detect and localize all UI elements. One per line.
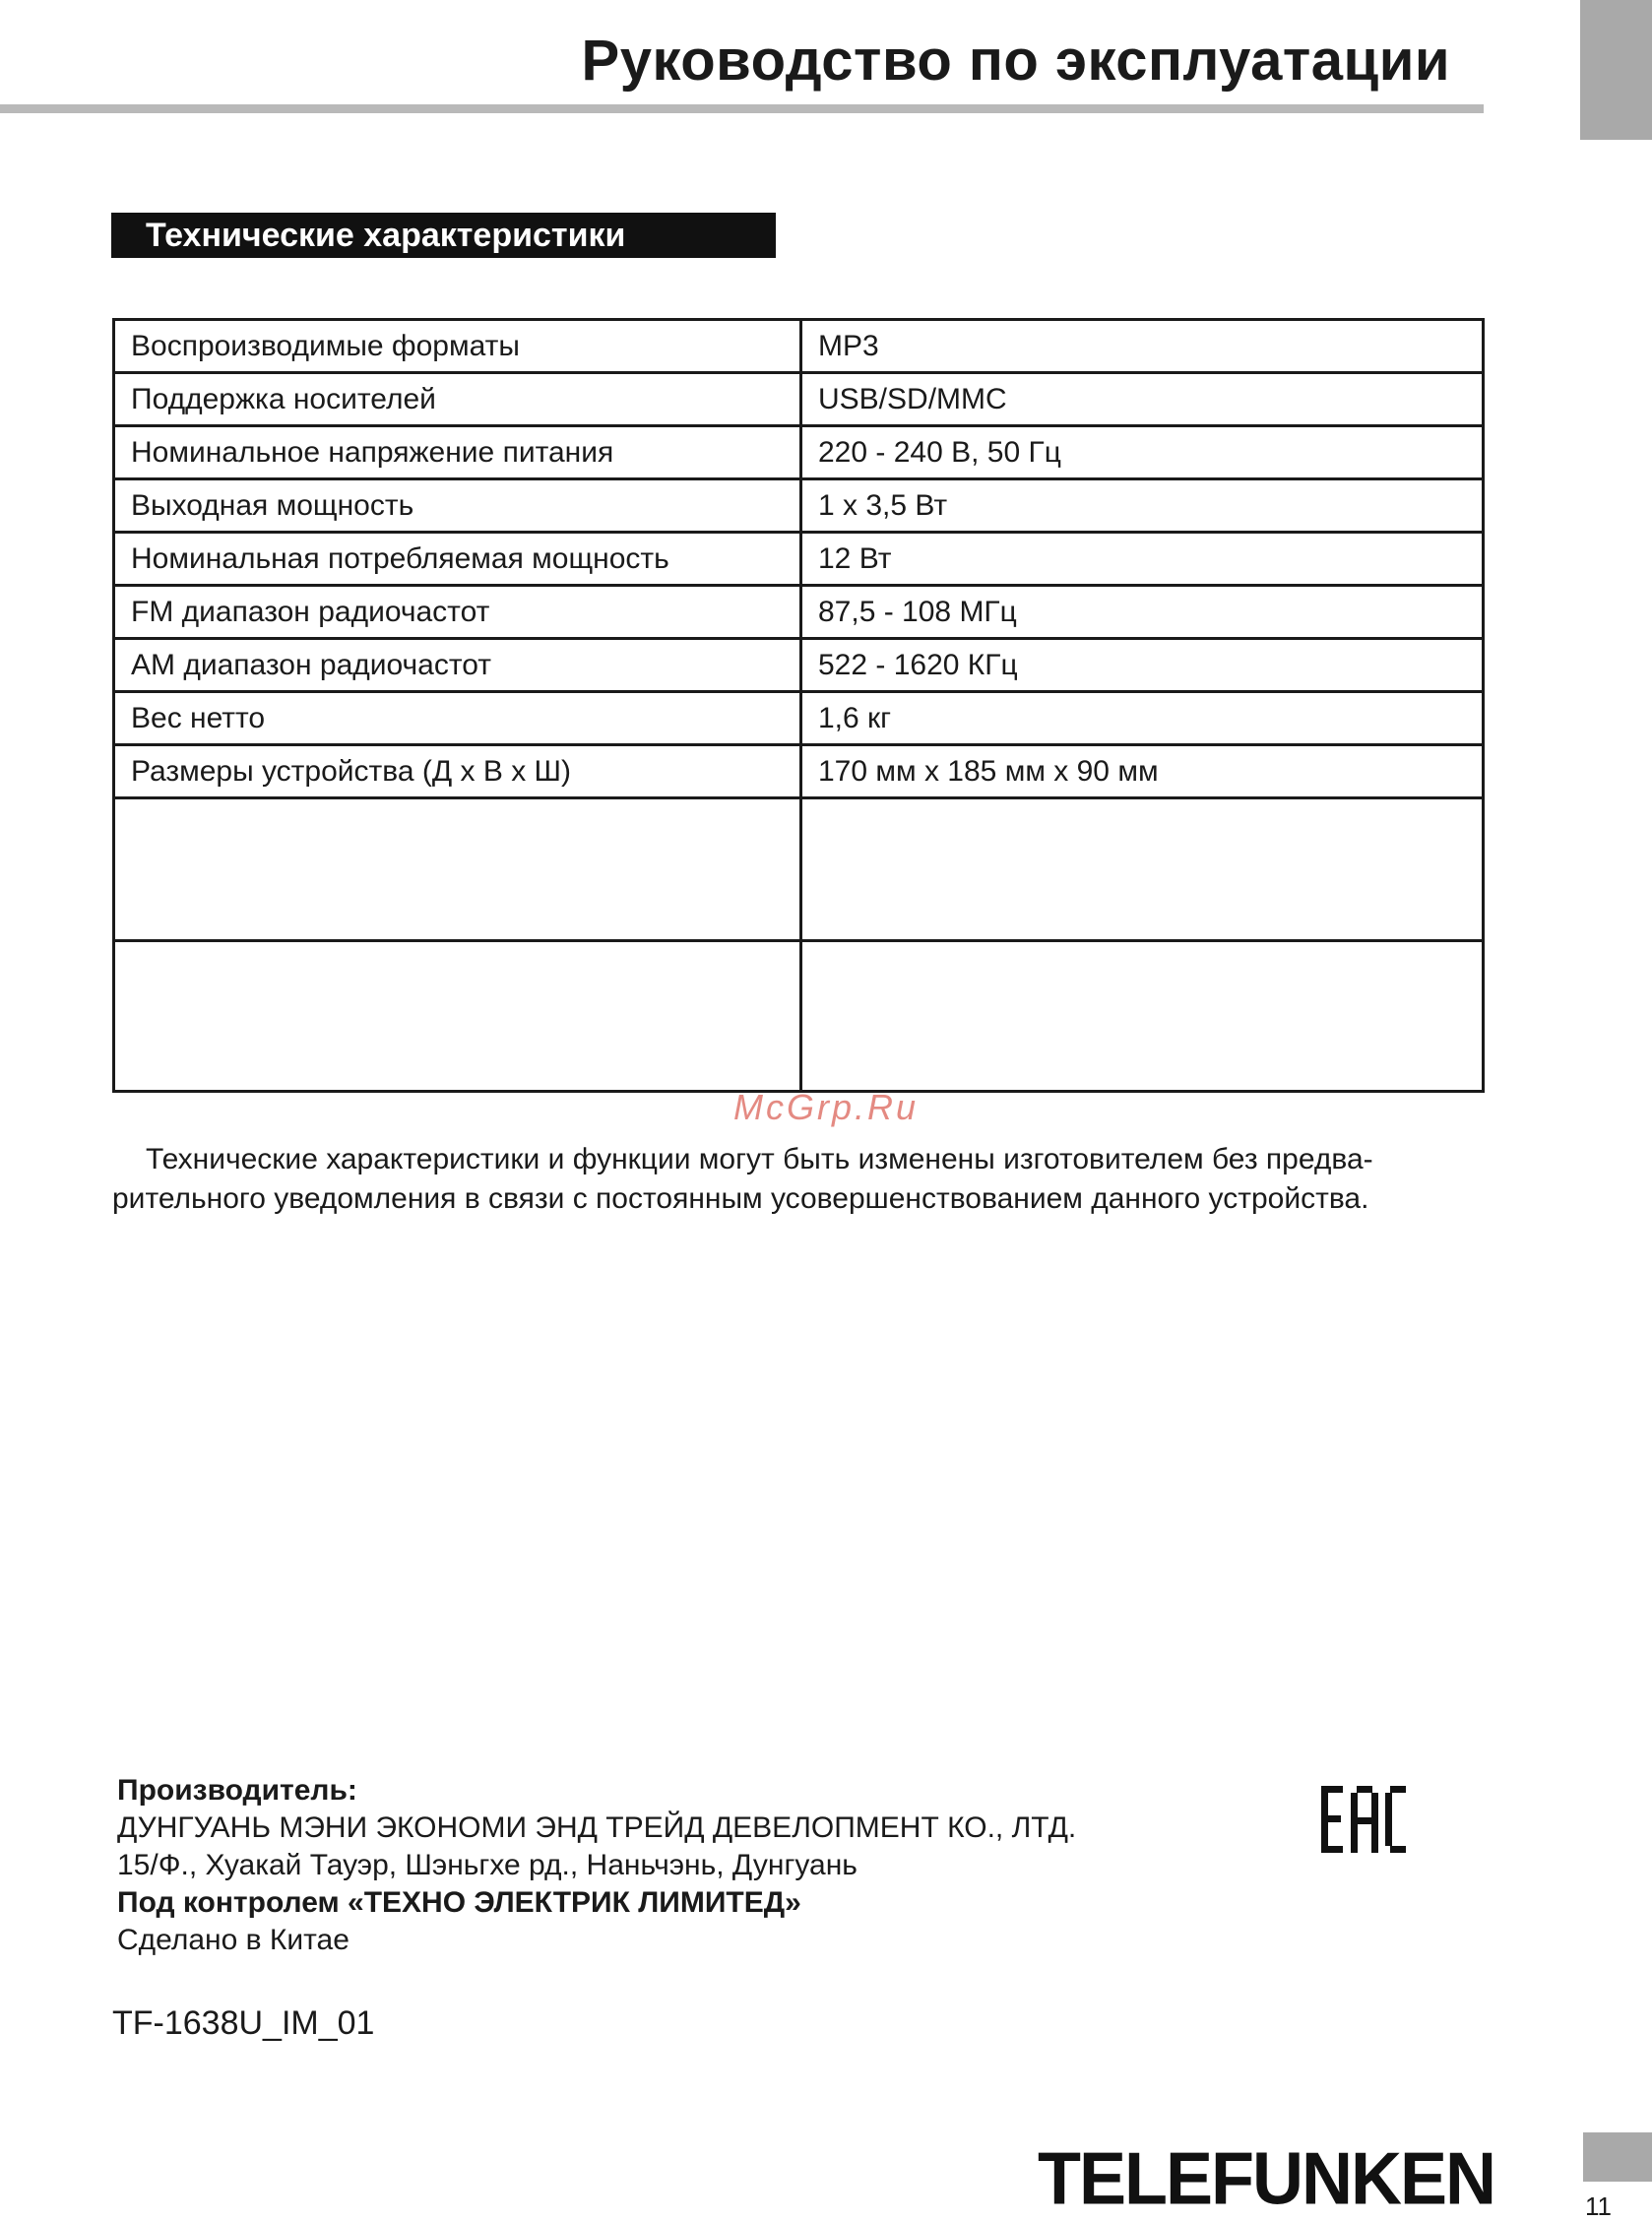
table-row-empty (114, 798, 1484, 941)
manufacturer-heading: Производитель: (117, 1774, 357, 1807)
watermark: McGrp.Ru (733, 1087, 920, 1127)
manufacturer-origin: Сделано в Китае (117, 1924, 349, 1956)
page-number: 11 (1585, 2191, 1612, 2221)
spec-label: Вес нетто (114, 692, 801, 745)
table-row (114, 533, 1484, 586)
table-row-empty (114, 941, 1484, 1092)
spec-value: MP3 (801, 320, 1484, 373)
empty-cell (114, 798, 801, 941)
spec-value: 170 мм х 185 мм х 90 мм (801, 745, 1484, 798)
manufacturer-address: 15/Ф., Хуакай Тауэр, Шэньгхе рд., Наньчэнь, Дунгуань (117, 1849, 858, 1881)
spec-label: AM диапазон радиочастот (114, 639, 801, 692)
table-row (114, 692, 1484, 745)
brand-logo: TELEFUNKEN (1038, 2137, 1494, 2221)
spec-label: Выходная мощность (114, 479, 801, 533)
spec-value: 12 Вт (801, 533, 1484, 586)
section-heading: Технические характеристики (111, 213, 776, 258)
table-row (114, 586, 1484, 639)
document-code: TF-1638U_IM_01 (112, 2004, 375, 2042)
manufacturer-block (117, 1772, 1076, 1959)
empty-cell (114, 941, 801, 1092)
empty-cell (801, 941, 1484, 1092)
spec-value: 1 х 3,5 Вт (801, 479, 1484, 533)
table-row (114, 479, 1484, 533)
spec-table (112, 318, 1485, 1093)
spec-label: Поддержка носителей (114, 373, 801, 426)
spec-value: 87,5 - 108 МГц (801, 586, 1484, 639)
title-rule (0, 104, 1484, 113)
disclaimer-line: рительного уведомления в связи с постоянным усовершенствованием данного устройства. (112, 1182, 1369, 1215)
eac-mark-icon (1319, 1784, 1408, 1855)
table-row (114, 426, 1484, 479)
manufacturer-company: ДУНГУАНЬ МЭНИ ЭКОНОМИ ЭНД ТРЕЙД ДЕВЕЛОПМЕНТ КО., ЛТД. (117, 1811, 1077, 1844)
spec-value: 220 - 240 В, 50 Гц (801, 426, 1484, 479)
spec-value: 522 - 1620 КГц (801, 639, 1484, 692)
manufacturer-control: Под контролем «ТЕХНО ЭЛЕКТРИК ЛИМИТЕД» (117, 1886, 801, 1919)
page-tab-bottom (1583, 2132, 1652, 2182)
page-title: Руководство по эксплуатации (581, 29, 1450, 93)
spec-value: USB/SD/MMC (801, 373, 1484, 426)
spec-label: Размеры устройства (Д х В х Ш) (114, 745, 801, 798)
spec-disclaimer (112, 1140, 1491, 1219)
spec-label: Номинальная потребляемая мощность (114, 533, 801, 586)
empty-cell (801, 798, 1484, 941)
spec-label: FM диапазон радиочастот (114, 586, 801, 639)
table-row (114, 639, 1484, 692)
table-row (114, 320, 1484, 373)
disclaimer-line: Технические характеристики и функции могут быть изменены изготовителем без предва- (146, 1143, 1373, 1175)
spec-label: Номинальное напряжение питания (114, 426, 801, 479)
table-row (114, 373, 1484, 426)
page-tab-top (1580, 0, 1652, 140)
spec-value: 1,6 кг (801, 692, 1484, 745)
spec-label: Воспроизводимые форматы (114, 320, 801, 373)
table-row (114, 745, 1484, 798)
